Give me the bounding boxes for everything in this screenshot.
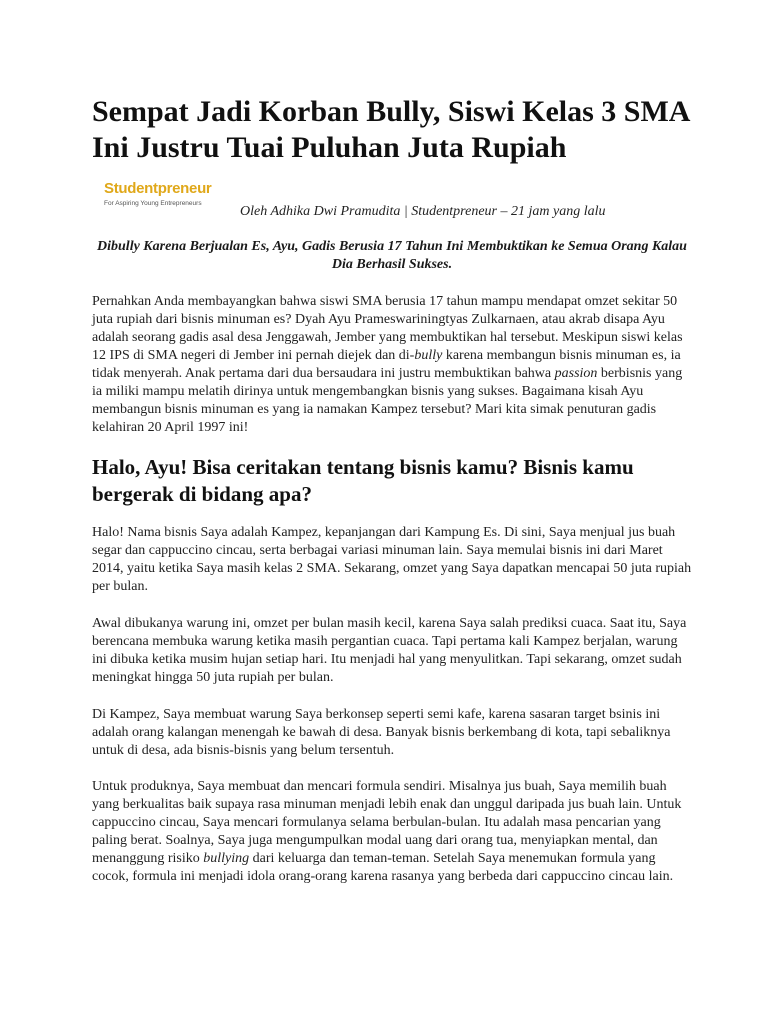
intro-text-2: karena membangun bisnis minuman es, ia tidak menyerah. Anak pertama dari dua bersaudara ini justru membuktikan bahwa [92, 348, 681, 381]
body-paragraph: Halo! Nama bisnis Saya adalah Kampez, kepanjangan dari Kampung Es. Di sini, Saya menjual jus buah segar dan cappuccino cincau, serta berbagai variasi minuman lain. Saya memulai bisnis ini dari Maret 2014, yaitu ketika Saya masih kelas 2 SMA. Sekarang, omzet yang Saya dapatkan mencapai 50 juta rupiah per bulan. [92, 525, 692, 594]
brand-tagline: For Aspiring Young Entrepreneurs [104, 200, 202, 207]
article-title: Sempat Jadi Korban Bully, Siswi Kelas 3 SMA Ini Justru Tuai Puluhan Juta Rupiah [92, 95, 689, 164]
body-paragraph: Di Kampez, Saya membuat warung Saya berkonsep seperti semi kafe, karena sasaran target bsinis ini adalah orang kalangan menengah ke bawah di desa. Banyak bisnis berkembang di kota, tapi sebaliknya untuk di desa, ada bisnis-bisnis yang belum tersentuh. [92, 707, 671, 758]
paragraph-text-2: dari keluarga dan teman-teman. Setelah Saya menemukan formula yang cocok, formula ini menjadi idola orang-orang karena rasanya yang berbeda dari cappuccino cincau lain. [92, 851, 674, 884]
intro-text-3: berbisnis yang ia miliki mampu melatih dirinya untuk mengembangkan bisnis yang sukses. Bagaimana kisah Ayu membangun bisnis minuman es yang ia namakan Kampez tersebut? Mari kita simak penuturan gadis kelahiran 20 April 1997 ini! [92, 366, 683, 435]
intro-emphasis-bully: bully [414, 348, 443, 363]
body-paragraph [92, 778, 692, 886]
section-heading: Halo, Ayu! Bisa ceritakan tentang bisnis kamu? Bisnis kamu bergerak di bidang apa? [92, 455, 634, 506]
emphasis-bullying: bullying [203, 851, 250, 866]
body-paragraph: Awal dibukanya warung ini, omzet per bulan masih kecil, karena Saya salah prediksi cuaca. Saat itu, Saya berencana membuka warung ketika masih pergantian cuaca. Tapi pertama kali Kampez berjalan, warung ini dibuka ketika musim hujan setiap hari. Itu menjadi hal yang menyulitkan. Tapi sekarang, omzet sudah meningkat hingga 50 juta rupiah per bulan. [92, 616, 687, 685]
brand-name: Studentpreneur [104, 180, 212, 197]
article-byline: Oleh Adhika Dwi Pramudita | Studentpreneur – 21 jam yang lalu [240, 204, 606, 219]
studentpreneur-logo [104, 180, 244, 208]
intro-text-1: Pernahkan Anda membayangkan bahwa siswi SMA berusia 17 tahun mampu mendapat omzet sekitar 50 juta rupiah dari bisnis minuman es? Dyah Ayu Prameswariningtyas Zulkarnaen, atau akrab disapa Ayu adalah seorang gadis asal desa Jenggawah, Jember yang membuktikan hal tersebut. Meskipun siswi kelas 12 IPS di SMA negeri di Jember ini pernah diejek dan di- [92, 294, 683, 363]
intro-emphasis-passion: passion [554, 366, 598, 381]
article-lead: Dibully Karena Berjualan Es, Ayu, Gadis Berusia 17 Tahun Ini Membuktikan ke Semua Orang Kalau Dia Berhasil Sukses. [97, 239, 687, 272]
paragraph-text-1: Untuk produknya, Saya membuat dan mencari formula sendiri. Misalnya jus buah, Saya memilih buah yang berkualitas baik supaya rasa minuman menjadi lebih enak dan unggul daripada jus buah lain. Untuk cappuccino cincau, Saya mencari formulanya selama berbulan-bulan. Itu adalah masa pencarian yang paling berat. Soalnya, Saya juga mengumpulkan modal uang dari orang tua, menyiapkan mental, dan menanggung risiko [92, 779, 682, 866]
intro-paragraph [92, 293, 692, 437]
